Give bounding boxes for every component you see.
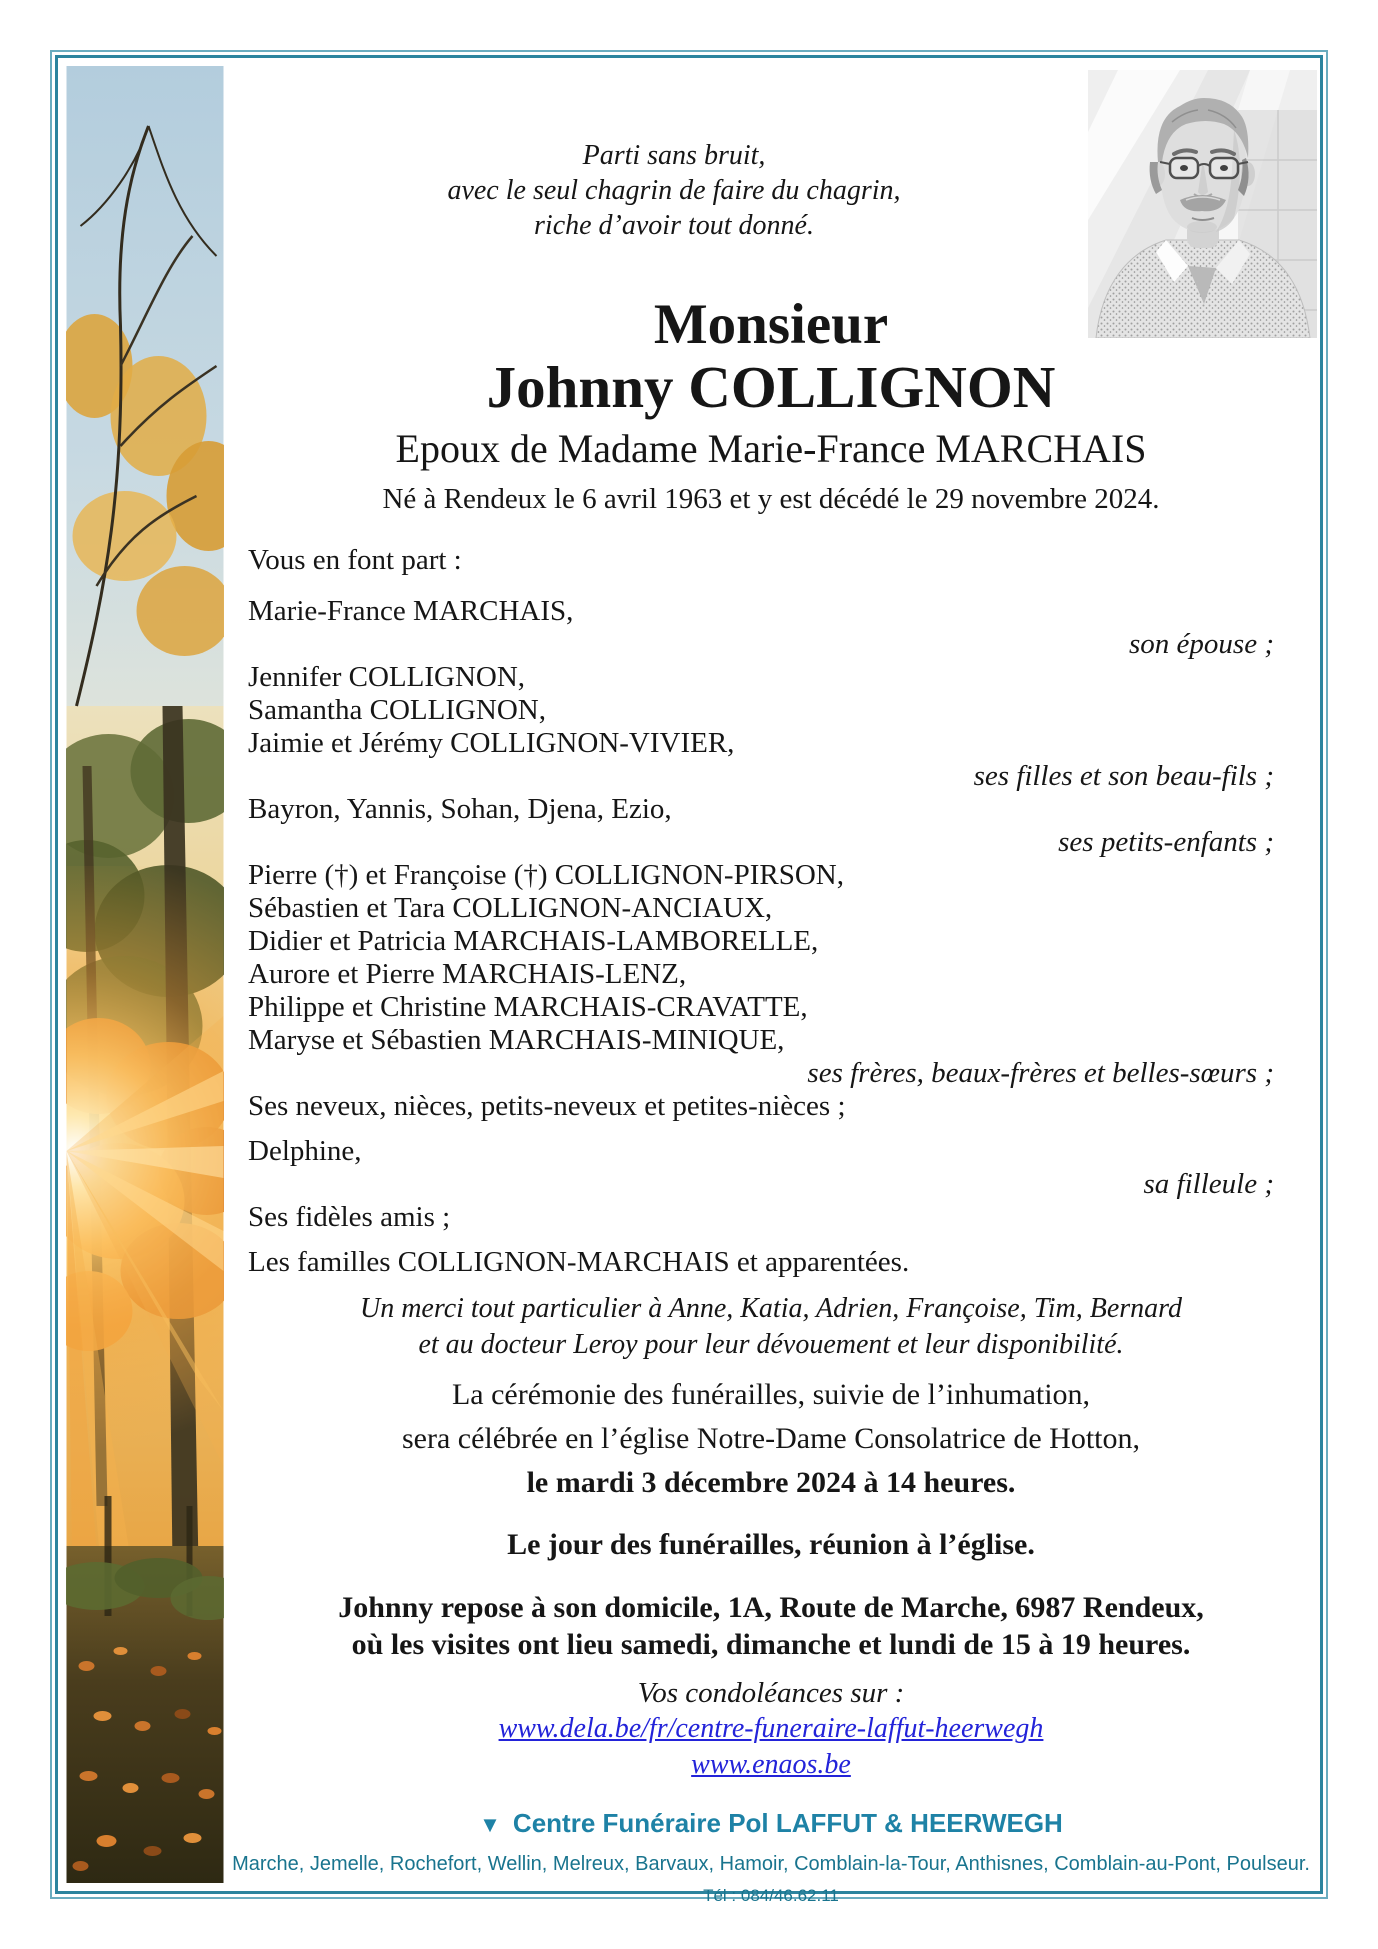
funeral-home-heading xyxy=(224,1807,1318,1841)
family-name: Ses fidèles amis ; xyxy=(248,1201,451,1233)
announcement-content xyxy=(224,66,1318,1907)
family-name: Philippe et Christine MARCHAIS-CRAVATTE, xyxy=(248,991,808,1023)
family-name: Jennifer COLLIGNON, xyxy=(248,661,526,693)
funeral-home-towns: Marche, Jemelle, Rochefort, Wellin, Melreux, Barvaux, Hamoir, Comblain-la-Tour, Anthisnes, Comblain-au-Pont, Poulseur. xyxy=(232,1853,1310,1875)
epigraph-line: avec le seul chagrin de faire du chagrin, xyxy=(447,175,901,206)
condolences-link-wrapper xyxy=(224,1711,1318,1747)
thanks-note xyxy=(224,1291,1318,1363)
family-name: Bayron, Yannis, Sohan, Djena, Ezio, xyxy=(248,793,672,825)
thanks-line: Un merci tout particulier à Anne, Katia, Adrien, Françoise, Tim, Bernard xyxy=(359,1293,1183,1324)
funeral-home-name: Centre Funéraire Pol LAFFUT & HEERWEGH xyxy=(512,1808,1063,1838)
ceremony-date: le mardi 3 décembre 2024 à 14 heures. xyxy=(526,1466,1016,1499)
reunion-note: Le jour des funérailles, réunion à l’église. xyxy=(507,1528,1035,1561)
funeral-home-phone: Tél : 084/46.62.11 xyxy=(703,1886,839,1905)
thanks-line: et au docteur Leroy pour leur dévouement et leur disponibilité. xyxy=(418,1329,1124,1360)
family-relation: ses filles et son beau-fils ; xyxy=(973,760,1274,792)
family-name: Ses neveux, nièces, petits-neveux et petites-nièces ; xyxy=(248,1090,846,1122)
spouse-line: Epoux de Madame Marie-France MARCHAIS xyxy=(395,426,1147,471)
family-name: Les familles COLLIGNON-MARCHAIS et apparentées. xyxy=(248,1246,910,1278)
family-name: Samantha COLLIGNON, xyxy=(248,694,547,726)
condolences-link-dela[interactable]: www.dela.be/fr/centre-funeraire-laffut-heerwegh xyxy=(498,1713,1044,1744)
family-relation: son épouse ; xyxy=(1129,628,1274,660)
repose-line: Johnny repose à son domicile, 1A, Route de Marche, 6987 Rendeux, xyxy=(338,1591,1204,1624)
condolences-label: Vos condoléances sur : xyxy=(637,1677,905,1709)
family-relation: sa filleule ; xyxy=(1143,1168,1274,1200)
epigraph xyxy=(224,138,1124,243)
family-name: Marie-France MARCHAIS, xyxy=(248,595,574,627)
repose-note xyxy=(224,1589,1318,1663)
autumn-photo xyxy=(66,66,224,1883)
down-triangle-icon: ▼ xyxy=(479,1812,501,1837)
announcement-intro: Vous en font part : xyxy=(248,544,462,576)
family-name: Pierre (†) et Françoise (†) COLLIGNON-PIRSON, xyxy=(248,859,844,891)
family-relation: ses frères, beaux-frères et belles-sœurs ; xyxy=(807,1057,1274,1089)
birth-death-line: Né à Rendeux le 6 avril 1963 et y est décédé le 29 novembre 2024. xyxy=(382,483,1160,515)
family-name: Delphine, xyxy=(248,1135,362,1167)
deceased-name: Johnny COLLIGNON xyxy=(486,354,1056,420)
epigraph-line: Parti sans bruit, xyxy=(582,140,766,171)
family-name: Maryse et Sébastien MARCHAIS-MINIQUE, xyxy=(248,1024,785,1056)
ceremony-line: La cérémonie des funérailles, suivie de l’inhumation, xyxy=(451,1378,1091,1411)
family-name: Sébastien et Tara COLLIGNON-ANCIAUX, xyxy=(248,892,773,924)
epigraph-line: riche d’avoir tout donné. xyxy=(534,210,814,241)
condolences-link-wrapper xyxy=(224,1747,1318,1783)
condolences-link-enaos[interactable]: www.enaos.be xyxy=(691,1749,851,1780)
family-name: Jaimie et Jérémy COLLIGNON-VIVIER, xyxy=(248,727,735,759)
family-name: Aurore et Pierre MARCHAIS-LENZ, xyxy=(248,958,687,990)
deceased-title: Monsieur xyxy=(653,293,889,356)
repose-line: où les visites ont lieu samedi, dimanche et lundi de 15 à 19 heures. xyxy=(351,1628,1191,1661)
family-relation: ses petits-enfants ; xyxy=(1058,826,1274,858)
autumn-photo-graphic xyxy=(66,66,224,1883)
ceremony-line: sera célébrée en l’église Notre-Dame Consolatrice de Hotton, xyxy=(401,1422,1141,1455)
family-name: Didier et Patricia MARCHAIS-LAMBORELLE, xyxy=(248,925,819,957)
